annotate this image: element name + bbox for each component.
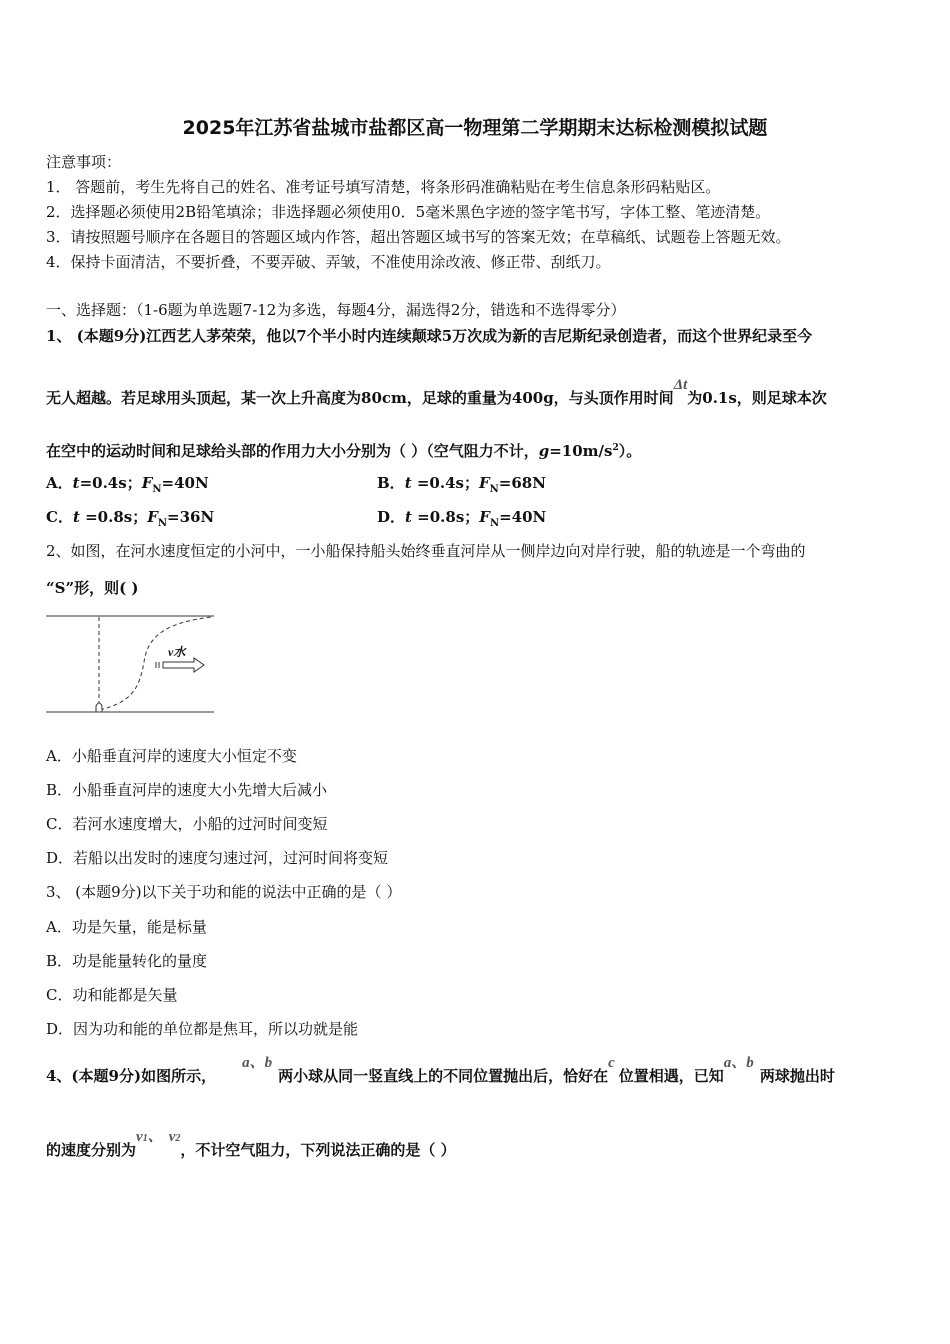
river-diagram [44, 612, 216, 716]
page-title: 2025年江苏省盐城市盐都区高一物理第二学期期末达标检测模拟试题 [182, 117, 768, 139]
water-velocity-label: v水 [168, 645, 186, 659]
c-symbol: c [608, 1055, 615, 1071]
q4-text: 4、(本题9分)如图所示， [46, 1067, 217, 1085]
q4-text: 两小球从同一竖直线上的不同位置抛出后，恰好在 [278, 1067, 609, 1085]
question-1-line [46, 377, 827, 409]
q1-text: 为0.1s，则足球本次 [687, 389, 827, 407]
q1-text: ）。 [618, 442, 642, 460]
question-1-line: 1、 (本题9分)江西艺人茅荣荣，他以7个半小时内连续颠球5万次成为新的吉尼斯纪录创造者，而这个世界纪录至今 [46, 327, 813, 345]
q3-option: B．功是能量转化的量度 [46, 952, 208, 970]
q4-text: ，不计空气阻力，下列说法正确的是（ ） [180, 1141, 456, 1159]
v2-symbol [169, 1129, 181, 1145]
f-symbol: F [479, 508, 490, 526]
subscript: N [157, 518, 168, 529]
question-1-line [46, 438, 641, 461]
option-value: =40N [161, 474, 209, 492]
q3-option: D．因为功和能的单位都是焦耳，所以功就是能 [46, 1020, 359, 1038]
option-key: B． [377, 474, 405, 492]
option-key: C． [46, 508, 73, 526]
g-symbol: g [538, 442, 550, 460]
water-velocity-arrow-icon [163, 658, 204, 672]
v-symbol: v [168, 1129, 176, 1145]
q3-option: A．功是矢量，能是标量 [46, 918, 207, 936]
option-value: =36N [167, 508, 215, 526]
notice-item: 4．保持卡面清洁，不要折叠，不要弄破、弄皱，不准使用涂改液、修正带、刮纸刀。 [46, 253, 611, 271]
subscript: N [489, 518, 500, 529]
option-b [377, 473, 546, 500]
separator: 、 [147, 1129, 163, 1145]
t-symbol: t [72, 508, 80, 526]
delta-t-symbol: Δt [673, 377, 688, 393]
f-symbol: F [478, 474, 490, 492]
t-symbol: t [405, 508, 412, 526]
q4-text: 的速度分别为 [46, 1141, 137, 1159]
option-value: =0.4s； [79, 474, 142, 492]
q1-text: 在空中的运动时间和足球给头部的作用力大小分别为（ ）（空气阻力不计， [46, 442, 539, 460]
t-symbol: t [404, 474, 412, 492]
superscript: 2 [612, 443, 619, 453]
boat-icon [96, 703, 102, 712]
option-a [46, 473, 209, 500]
question-3-line: 3、 (本题9分)以下关于功和能的说法中正确的是（ ） [46, 883, 402, 901]
notice-heading: 注意事项： [46, 153, 122, 171]
option-value: =0.8s； [411, 508, 480, 526]
t-symbol: t [72, 474, 80, 492]
question-4-line [46, 1129, 456, 1163]
option-value: =68N [498, 474, 546, 492]
q3-option: C．功和能都是矢量 [46, 986, 178, 1004]
q2-option: D．若船以出发时的速度匀速过河，过河时间将变短 [46, 849, 389, 867]
question-4-line [46, 1055, 835, 1087]
q2-option: B．小船垂直河岸的速度大小先增大后减小 [46, 781, 328, 799]
option-value: =40N [499, 508, 547, 526]
v-symbol: v [136, 1129, 143, 1145]
q2-option: C．若河水速度增大，小船的过河时间变短 [46, 815, 328, 833]
question-2-line: “S”形，则( ) [46, 579, 139, 597]
v1-symbol [136, 1129, 148, 1145]
option-key: A． [46, 474, 73, 492]
subscript: 2 [175, 1133, 181, 1144]
subscript: 1 [142, 1133, 148, 1144]
q4-text: 两球抛出时 [759, 1067, 835, 1085]
q1-text: =10m/s [549, 442, 613, 460]
option-c [46, 507, 214, 534]
option-key: D． [377, 508, 406, 526]
f-symbol: F [147, 508, 158, 526]
q4-text: 位置相遇，已知 [618, 1067, 724, 1085]
question-2-line: 2、如图，在河水速度恒定的小河中，一小船保持船头始终垂直河岸从一侧岸边向对岸行驶，船的轨迹是一个弯曲的 [46, 542, 806, 560]
q1-text: 无人超越。若足球用头顶起，某一次上升高度为80cm，足球的重量为400g，与头顶作用时间 [46, 389, 674, 407]
notice-item: 2．选择题必须使用2B铅笔填涂；非选择题必须使用0．5毫米黑色字迹的签字笔书写，字体工整、笔迹清楚。 [46, 203, 771, 221]
q2-option: A．小船垂直河岸的速度大小恒定不变 [46, 747, 297, 765]
subscript: N [489, 484, 499, 495]
notice-item: 1． 答题前，考生先将自己的姓名、准考证号填写清楚，将条形码准确粘贴在考生信息条形码粘贴区。 [46, 178, 721, 196]
option-value: =0.8s； [79, 508, 148, 526]
section-heading: 一、选择题：（1-6题为单选题7-12为多选，每题4分，漏选得2分，错选和不选得零分） [46, 301, 626, 319]
notice-item: 3．请按照题号顺序在各题目的答题区域内作答，超出答题区域书写的答案无效；在草稿纸、试题卷上答题无效。 [46, 228, 791, 246]
ab-symbol: a、b [242, 1055, 273, 1071]
f-symbol: F [141, 474, 153, 492]
option-value: =0.4s； [411, 474, 479, 492]
ab-symbol: a、b [723, 1055, 754, 1071]
subscript: N [152, 484, 162, 495]
option-d [377, 507, 546, 534]
